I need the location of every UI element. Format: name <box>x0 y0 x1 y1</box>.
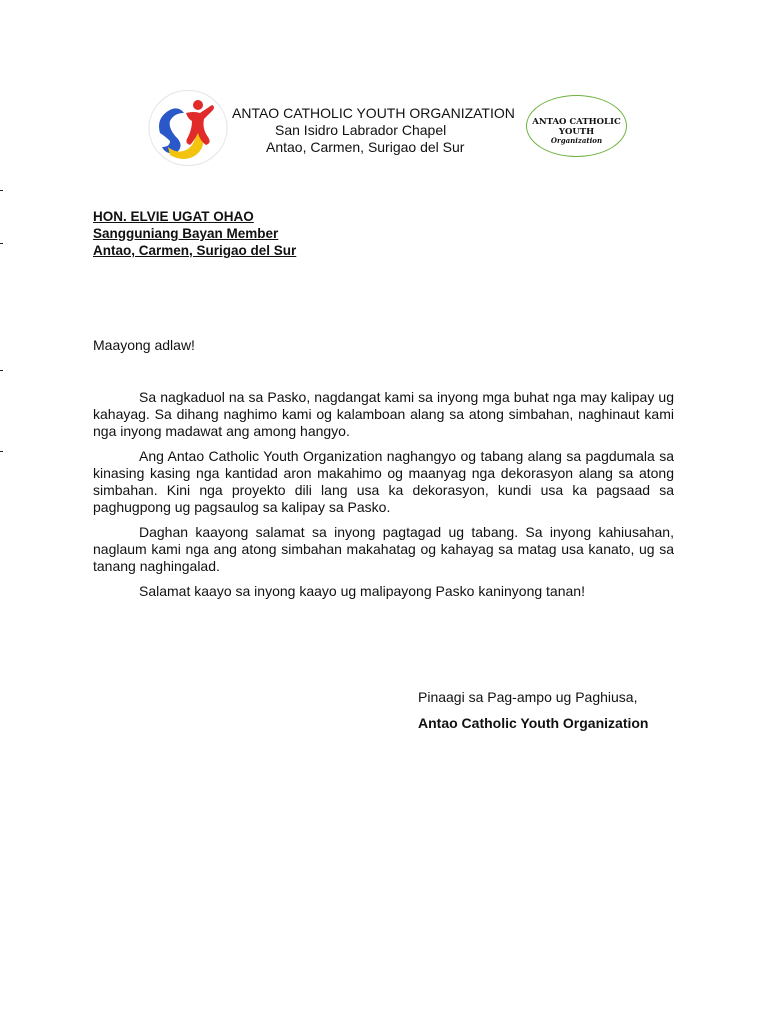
youth-ministry-logo <box>148 89 228 167</box>
recipient-title: Sangguniang Bayan Member <box>93 226 279 241</box>
page-edge-mark <box>0 190 3 191</box>
recipient-name: HON. ELVIE UGAT OHAO <box>93 209 254 224</box>
chapel-name: San Isidro Labrador Chapel <box>275 122 447 138</box>
badge-title <box>527 117 626 137</box>
signature-name: Antao Catholic Youth Organization <box>418 715 649 731</box>
greeting: Maayong adlaw! <box>93 337 195 353</box>
body-paragraph: Daghan kaayong salamat sa inyong pagtagad ug tabang. Sa inyong kahiusahan, naglaum kami nga ang atong simbahan makahatag og kahayag sa matag usa kanato, ug sa tanang naghingalad. <box>93 524 674 574</box>
letter-body <box>93 389 674 608</box>
recipient-address: Antao, Carmen, Surigao del Sur <box>93 243 297 258</box>
page-edge-mark <box>0 370 3 371</box>
page-edge-mark <box>0 243 3 244</box>
page-edge-mark <box>0 451 3 452</box>
body-paragraph: Sa nagkaduol na sa Pasko, nagdangat kami sa inyong mga buhat nga may kalipay ug kahayag. Sa dihang naghimo kami og kalamboan alang sa atong simbahan, naghinaut kami nga inyong madawat ang among hangyo. <box>93 389 674 439</box>
closing-line: Pinaagi sa Pag-ampo ug Paghiusa, <box>418 689 638 705</box>
closing-block <box>418 689 648 731</box>
body-paragraph: Ang Antao Catholic Youth Organization naghangyo og tabang alang sa pagdumala sa kinasing kasing nga kantidad aron makahimo og maanyag nga dekorasyon alang sa atong simbahan. Kini nga proyekto dili lang usa ka dekorasyon, kundi usa ka pagsaad sa paghugpong ug pagsaulog sa kalipay sa Pasko. <box>93 448 674 515</box>
body-paragraph: Salamat kaayo sa inyong kaayo ug malipayong Pasko kaninyong tanan! <box>139 583 585 599</box>
badge-title-line2: YOUTH <box>558 127 595 137</box>
organization-badge-logo <box>526 95 627 157</box>
organization-address: Antao, Carmen, Surigao del Sur <box>266 139 465 155</box>
badge-title-line1: ANTAO CATHOLIC <box>532 117 621 127</box>
recipient-block <box>93 208 296 259</box>
organization-name: ANTAO CATHOLIC YOUTH ORGANIZATION <box>232 105 515 121</box>
badge-script-text: Organization <box>550 136 603 145</box>
